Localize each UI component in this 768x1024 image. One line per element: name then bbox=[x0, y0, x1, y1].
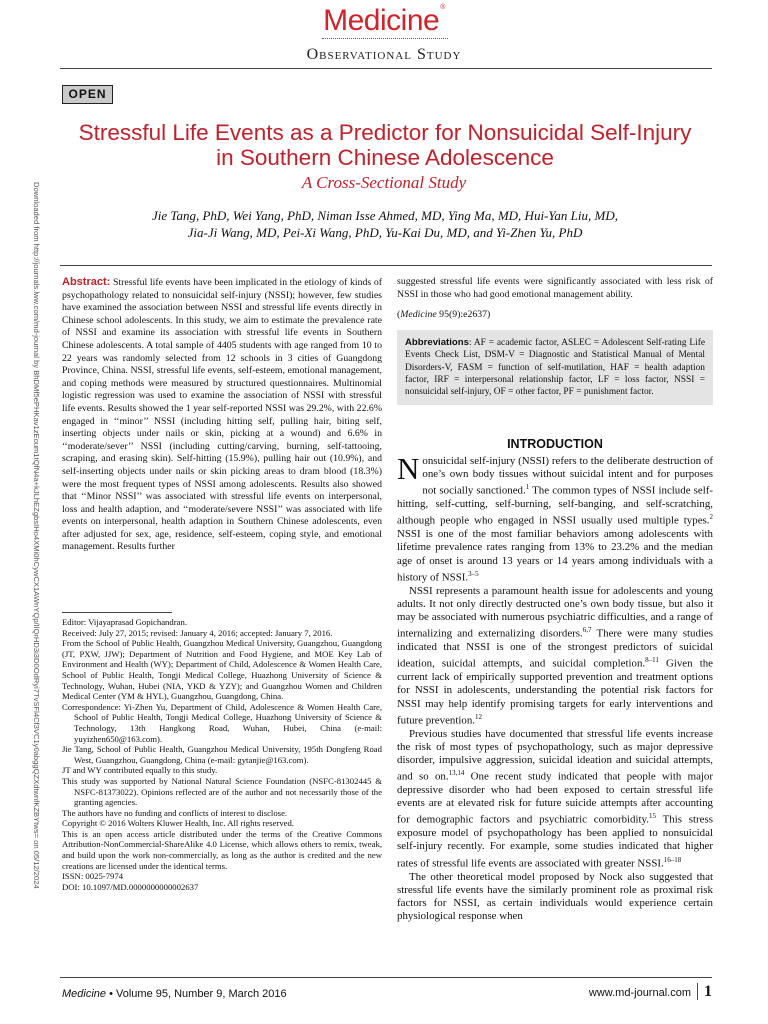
footnote-item: The authors have no funding and conflicts of interest to disclose. bbox=[62, 807, 288, 818]
download-sidebar bbox=[19, 182, 47, 889]
download-notice: Downloaded from http://journals.lww.com/md-journal by BhDMf5ePHKav1zEoum1tQfN4a+kJLhEZgbsIHo4XMi0hCywCX1AWnYQp/IlQrHD3i3D0OdRyi7TvSFl4Cf3VC1y0abggQZXdtwnfKZBYtws= on 05/12/2024 bbox=[32, 182, 41, 889]
intro-text: There were many studies indicated that NSSI is one of the strongest predictors of suicidal ideation, suicidal attempts, and suicidal completion. bbox=[397, 627, 713, 670]
reference-marker: 13,14 bbox=[448, 769, 465, 778]
abstract-label: Abstract: bbox=[62, 276, 111, 288]
footnote-item: From the School of Public Health, Guangzhou Medical University, Guangzhou, Guangdong (JT, PXW, JJW); Department of Nutrition and Food Hygiene, and MOE Key Lab of Environment and Health (WY); Department of Child, Adolescence & Women Health Care, School of Public Health, Tongji Medical College, Huazhong University of Science & Technology, Wuhan, Hubei (NIA, YKD & YZY); and Guangzhou Women and Children Medical Center (YM & HYL), Guangzhou, Guangdong, China. bbox=[62, 638, 382, 702]
intro-paragraph: The other theoretical model proposed by Nock also suggested that stressful life events have the similarly prominent role as proximal risk factors for NSSI, as certain individuals would experience certain physiological response when bbox=[397, 870, 713, 923]
journal-logo bbox=[0, 4, 768, 38]
registered-mark: ® bbox=[440, 4, 445, 11]
abstract-rule bbox=[60, 265, 712, 266]
intro-text: Previous studies have documented that stressful life events increase the risk of most types of psychopathology, such as major depressive disorder, impulsive aggression, suicidal ideation and suicidal attempts, and so on. bbox=[397, 727, 713, 783]
intro-paragraph bbox=[397, 728, 713, 871]
reference-marker: 15 bbox=[649, 812, 656, 821]
intro-paragraph bbox=[397, 451, 714, 585]
citation-rest: 95(9):e2637) bbox=[436, 309, 491, 321]
footer-rule bbox=[60, 977, 712, 978]
footer-volume: • Volume 95, Number 9, March 2016 bbox=[106, 988, 287, 1000]
citation: (Medicine 95(9):e2637) bbox=[397, 309, 491, 321]
abbreviations-label: Abbreviations bbox=[405, 337, 469, 349]
author-list bbox=[70, 207, 700, 241]
footnote-item: ISSN: 0025-7974 bbox=[62, 871, 124, 882]
footnote-item: Editor: Vijayaprasad Gopichandran. bbox=[62, 617, 188, 627]
abbreviations-box bbox=[397, 330, 713, 405]
footnote-item: Copyright © 2016 Wolters Kluwer Health, Inc. All rights reserved. bbox=[62, 818, 295, 829]
footnote-item: Correspondence: Yi-Zhen Yu, Department of Child, Adolescence & Women Health Care, School of Public Health, Tongji Medical College, Huazhong University of Science & Technology, 13th Hangkong Road, Wuhan, Hubei, China (e-mail: yuyizhen650@163.com). bbox=[62, 701, 382, 744]
footer-journal: Medicine bbox=[62, 988, 107, 1000]
intro-text: onsuicidal self-injury (NSSI) refers to the deliberate destruction of one’s own body tissues without suicidal intent and for purposes not socially sanctioned. bbox=[422, 455, 713, 498]
footnote-item: Received: July 27, 2015; revised: January 4, 2016; accepted: January 7, 2016. bbox=[62, 627, 333, 638]
footnote-item: Jie Tang, School of Public Health, Guangzhou Medical University, 195th Dongfeng Road West, Guangzhou, Guangdong, China (e-mail: gytanjie@163.com). bbox=[62, 744, 382, 765]
footnotes bbox=[62, 617, 382, 892]
study-type: Observational Study bbox=[306, 46, 462, 63]
reference-marker: 2 bbox=[709, 513, 713, 522]
footnote-item: DOI: 10.1097/MD.0000000000002637 bbox=[62, 881, 199, 892]
reference-marker: 12 bbox=[475, 712, 483, 721]
reference-marker: 3–5 bbox=[468, 569, 479, 578]
footnote-item: This is an open access article distributed under the terms of the Creative Commons Attribution-NonCommercial-ShareAlike 4.0 License, which allows others to remix, tweak, and build upon the work non-commercially, as long as the author is credited and the new creations are licensed under the identical terms. bbox=[62, 828, 382, 871]
intro-text: Given the current lack of empirically supported prevention and treatment options for NSSI in adolescents, understanding the potential risk factors for NSSI may help identify promising targets for early interventions and future prevention. bbox=[397, 657, 713, 727]
footnote-item: This study was supported by National Natural Science Foundation (NSFC-81302445 & NSFC-81373022). Opinions reflected are of the author and not necessarily those of the granting agencies. bbox=[62, 775, 382, 808]
journal-name: Medicine bbox=[323, 4, 440, 37]
right-column bbox=[397, 276, 713, 405]
footnote-rule bbox=[62, 612, 172, 613]
logo-dotted-rule bbox=[322, 38, 448, 39]
abstract bbox=[62, 276, 382, 554]
abstract-continued: suggested stressful life events were significantly associated with less risk of NSSI in those who had good emotional management ability. bbox=[397, 276, 713, 300]
open-access-badge: OPEN bbox=[62, 85, 113, 104]
abstract-text: Stressful life events have been implicated in the etiology of kinds of psychopathology related to nonsuicidal self-injury (NSSI); however, few studies have examined the association between NSSI and stressful life events directly in Chinese school adolescents. In this study, we aim to estimate the prevalence rate of NSSI and examine its association with stressful life events in Southern Chinese adolescents. A total sample of 4405 students with age ranged from 10 to 22 years was randomly selected from 12 schools in 3 cities of Guangdong Province, China. NSSI, stressful life events, self-esteem, emotional management, and coping methods were measured by structured questionnaires. Multinomial logistic regression was used to examine the association of NSSI with stressful life events. Results showed the 1 year self-reported NSSI was 29.2%, with 22.6% engaged in ‘‘minor’’ NSSI (including hitting self, pulling hair, biting self, inserting objects under nails or skin, picking at a wound) and 6.6% in ‘‘moderate/sever’’ NSSI (including cutting/carving, burning, self-tattooing, scraping, and erasing skin). Self-hitting (15.9%), pulling hair out (10.9%), and self-inserting objects under nails or skin picking areas to dram blood (18.3%) were the most frequent types of NSSI among adolescents. Results also showed that ‘‘Minor NSSI’’ was associated with stressful life events on interpersonal, loss and health adaption, and ‘‘moderate/severe NSSI’’ was associated with life events on interpersonal, health adaption in Southern Chinese adolescents, even after adjusted for sex, age, residence, self-esteem, coping style, and emotional management. Results further bbox=[62, 277, 382, 553]
article-subtitle: A Cross-Sectional Study bbox=[301, 173, 467, 192]
intro-paragraph bbox=[397, 585, 713, 728]
reference-marker: 16–18 bbox=[663, 855, 682, 864]
left-column bbox=[62, 276, 382, 554]
title-line-1: Stressful Life Events as a Predictor for Nonsuicidal Self-Injury bbox=[78, 120, 692, 145]
intro-text: The common types of NSSI include self-hitting, self-cutting, self-burning, self-banging, and self-scratching, although people who engaged in NSSI usually used multiple types. bbox=[397, 485, 714, 528]
reference-marker: 6,7 bbox=[582, 626, 592, 635]
intro-text: NSSI represents a paramount health issue for adolescents and young adults. It not only directly destructed one’s own body tissue, but also it may be associated with numerous psychiatric difficulties, and a range of internalizing and externalizing disorders. bbox=[397, 584, 713, 640]
header-rule bbox=[60, 68, 712, 69]
authors-line-1: Jie Tang, PhD, Wei Yang, PhD, Niman Isse Ahmed, MD, Ying Ma, MD, Hui-Yan Liu, MD, bbox=[152, 208, 618, 223]
page-number: 1 bbox=[697, 983, 712, 1000]
section-heading-introduction: INTRODUCTION bbox=[507, 437, 603, 451]
drop-cap: N bbox=[397, 451, 420, 486]
abbreviations-text: : AF = academic factor, ASLEC = Adolescent Self-rating Life Events Check List, DSM-V = Diagnostic and Statistical Manual of Mental Disorders-V, FASM = function of self-mutilation, HAF = health adaption factor, IRF = interpersonal relationship factor, LF = loss factor, NSSI = nonsuicidal self-injury, OF = other factor, PF = punishment factor. bbox=[405, 338, 705, 397]
authors-line-2: Jia-Ji Wang, MD, Pei-Xi Wang, PhD, Yu-Kai Du, MD, and Yi-Zhen Yu, PhD bbox=[187, 225, 583, 240]
journal-url-link[interactable]: www.md-journal.com bbox=[588, 987, 691, 999]
footnote-item: JT and WY contributed equally to this study. bbox=[62, 765, 218, 776]
reference-marker: 1 bbox=[525, 483, 530, 492]
intro-text: One recent study indicated that people with major depressive disorder who had been exposed to certain stressful life events are at elevated risk for future suicide attempts after accounting for demographic factors and psychiatric comorbidity. bbox=[397, 770, 713, 827]
intro-text: NSSI is one of the most familiar behaviors among adolescents with lifetime prevalence rates ranging from 13% to 23.2% and the median age of onset is around 13 years or 14 years among individuals with a history of NSSI. bbox=[397, 528, 713, 584]
footer-right bbox=[589, 983, 712, 1001]
intro-text: This stress exposure model of psychopathology has been applied to nonsuicidal self-injury recently. For example, some studies indicated that higher rates of stressful life events are associated with greater NSSI. bbox=[397, 814, 713, 870]
citation-journal: Medicine bbox=[400, 309, 437, 321]
article-title bbox=[40, 120, 730, 170]
reference-marker: 8–11 bbox=[645, 656, 659, 665]
title-line-2: in Southern Chinese Adolescence bbox=[216, 145, 554, 170]
footer-journal-info bbox=[62, 988, 287, 1000]
introduction-body bbox=[397, 451, 714, 923]
